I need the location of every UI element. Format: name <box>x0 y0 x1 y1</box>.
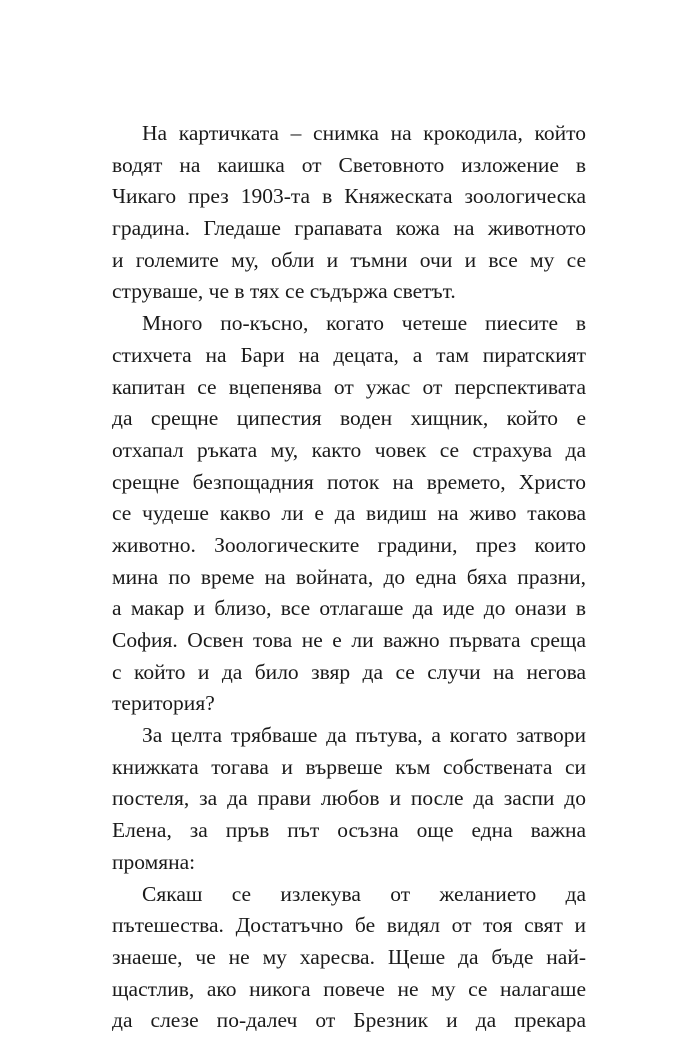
text-line: водят на каишка от Световното изложение в <box>112 152 586 177</box>
text-line: постеля, за да прави любов и после да заспи до <box>112 786 586 811</box>
text-line: да срещне ципестия воден хищник, който е <box>112 406 586 431</box>
text-line: а макар и близо, все отлагаше да иде до онази в <box>112 596 586 621</box>
text-line: Чикаго през 1903-та в Княжеската зоологическа <box>112 184 586 209</box>
text-line: територия? <box>112 691 215 716</box>
text-line: с който и да било звяр да се случи на негова <box>112 659 586 684</box>
text-line: и големите му, обли и тъмни очи и все му се <box>112 247 586 272</box>
text-line: се чудеше какво ли е да видиш на живо такова <box>112 501 586 526</box>
text-line: срещне безпощадния поток на времето, Христо <box>112 469 586 494</box>
text-line: мина по време на войната, до една бяха празни, <box>112 564 586 589</box>
text-line: книжката тогава и вървеше към собствената си <box>112 754 586 779</box>
text-line: градина. Гледаше грапавата кожа на животното <box>112 216 586 241</box>
text-line: На картичката – снимка на крокодила, който <box>142 121 586 145</box>
text-line: промяна: <box>112 849 196 874</box>
text-line: капитан се вцепенява от ужас от перспективата <box>112 374 586 399</box>
text-line: щастлив, ако никога повече не му се налагаше <box>112 976 586 1001</box>
text-line: пътешества. Достатъчно бе видял от тоя свят и <box>112 913 586 938</box>
body-text <box>112 118 586 1037</box>
text-line: Елена, за пръв път осъзна още една важна <box>112 818 586 843</box>
text-line: да слезе по-далеч от Брезник и да прекара <box>112 1008 586 1033</box>
text-line: стихчета на Бари на децата, а там пиратският <box>112 342 586 367</box>
text-line: За целта трябваше да пътува, а когато затвори <box>142 723 586 748</box>
text-line: Сякаш се излекува от желанието да <box>142 881 586 906</box>
text-line: Много по-късно, когато четеше пиесите в <box>142 311 586 336</box>
text-line: животно. Зоологическите градини, през които <box>112 532 586 557</box>
text-line: София. Освен това не е ли важно първата среща <box>112 628 586 652</box>
text-line: знаеше, че не му харесва. Щеше да бъде най- <box>112 944 586 969</box>
text-line: отхапал ръката му, както човек се страхува да <box>112 437 586 462</box>
text-line: струваше, че в тях се съдържа светът. <box>112 279 456 304</box>
